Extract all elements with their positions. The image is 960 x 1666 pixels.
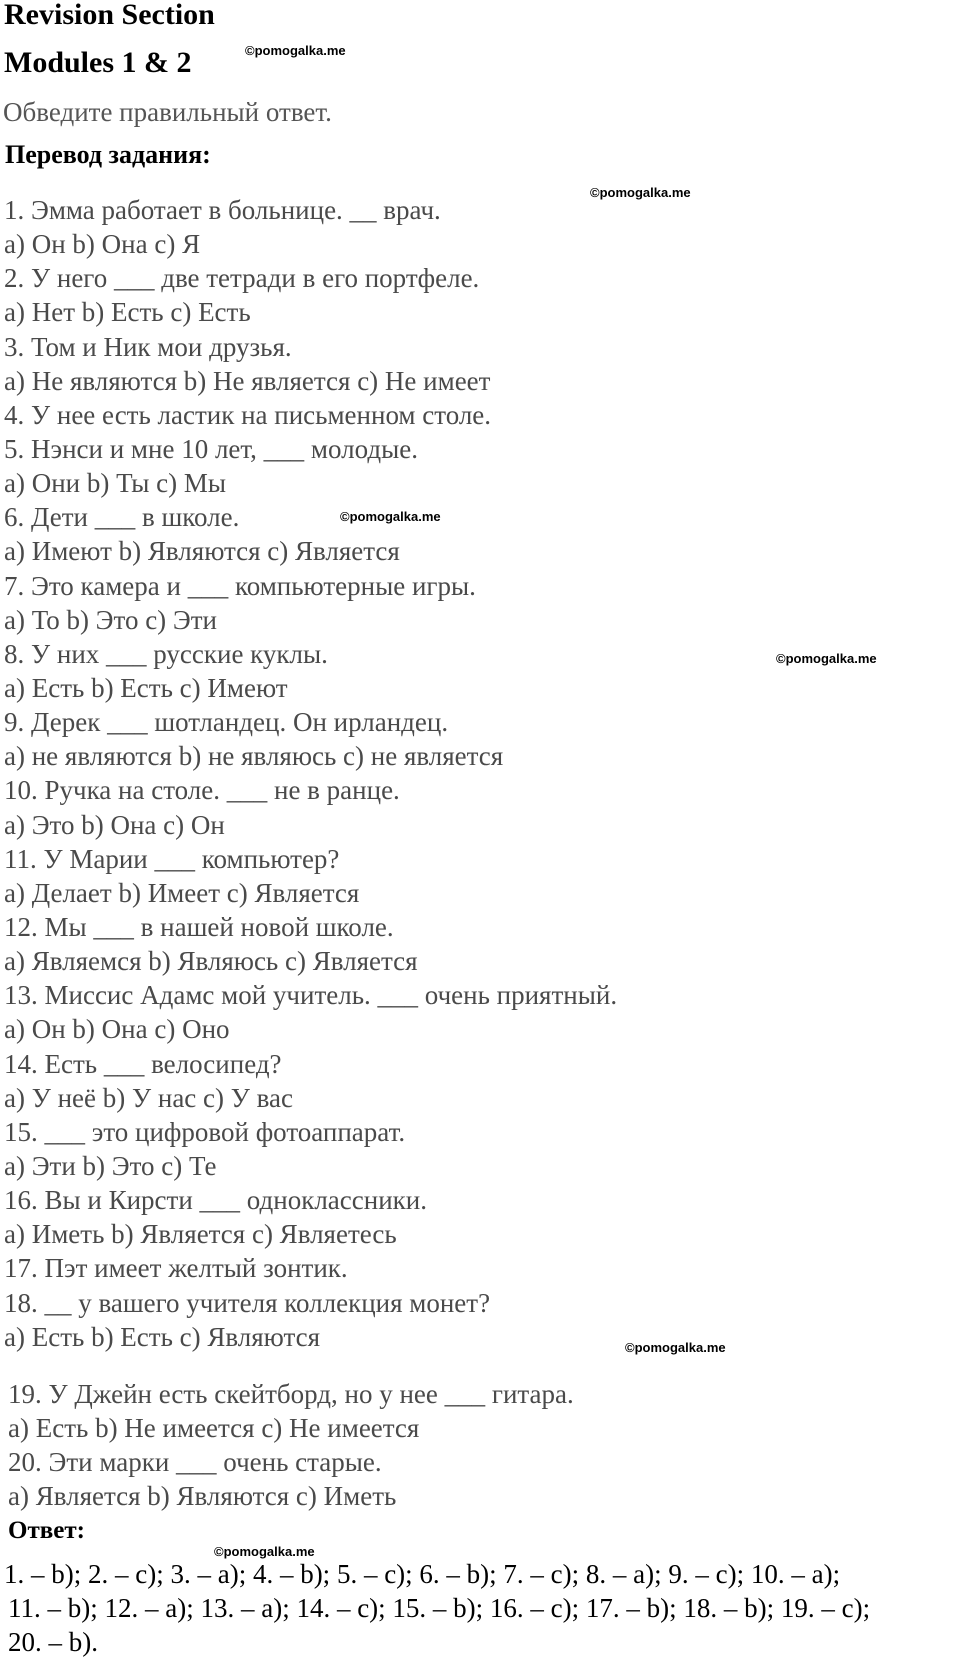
task-line: a) У неё b) У нас c) У вас bbox=[4, 1082, 293, 1113]
task-line: 2. У него ___ две тетради в его портфеле. bbox=[4, 263, 480, 294]
section-title: Revision Section bbox=[4, 0, 215, 31]
task-line: 4. У нее есть ластик на письменном столе. bbox=[4, 399, 492, 430]
watermark: ©pomogalka.me bbox=[625, 1340, 726, 1355]
task-line: a) не являются b) не являюсь c) не является bbox=[4, 741, 504, 772]
task-line: a) Он b) Она c) Я bbox=[4, 229, 201, 260]
answer-line: 20. – b). bbox=[8, 1627, 98, 1657]
task-line: 14. Есть ___ велосипед? bbox=[4, 1048, 282, 1079]
task-line: a) Он b) Она c) Оно bbox=[4, 1014, 230, 1045]
task-line: a) Делает b) Имеет c) Является bbox=[4, 877, 360, 908]
task-line: a) Является b) Являются c) Иметь bbox=[8, 1481, 397, 1512]
answer-line: 11. – b); 12. – a); 13. – a); 14. – c); 15. – b); 16. – c); 17. – b); 18. – b); 19. – c); bbox=[8, 1593, 871, 1623]
task-list bbox=[4, 193, 617, 1354]
task-list-continued bbox=[8, 1377, 574, 1514]
task-line: 16. Вы и Кирсти ___ одноклассники. bbox=[4, 1185, 427, 1216]
translation-heading: Перевод задания: bbox=[5, 140, 211, 169]
task-line: a) Иметь b) Является c) Являетесь bbox=[4, 1219, 397, 1250]
task-instruction: Обведите правильный ответ. bbox=[3, 97, 332, 127]
task-line: 19. У Джейн есть скейтборд, но у нее ___ гитара. bbox=[8, 1379, 574, 1409]
watermark: ©pomogalka.me bbox=[245, 43, 346, 58]
task-line: a) Не являются b) Не является c) Не имеет bbox=[4, 365, 491, 396]
watermark: ©pomogalka.me bbox=[340, 509, 441, 524]
task-line: 13. Миссис Адамс мой учитель. ___ очень приятный. bbox=[4, 980, 618, 1011]
answer-key bbox=[4, 1557, 954, 1659]
watermark: ©pomogalka.me bbox=[590, 185, 691, 200]
task-line: 10. Ручка на столе. ___ не в ранце. bbox=[4, 775, 400, 806]
task-line: a) Есть b) Не имеется c) Не имеется bbox=[8, 1413, 420, 1444]
task-line: a) Есть b) Есть c) Имеют bbox=[4, 672, 288, 703]
task-line: 17. Пэт имеет желтый зонтик. bbox=[4, 1253, 348, 1284]
task-line: 11. У Марии ___ компьютер? bbox=[4, 843, 340, 874]
task-line: a) Они b) Ты c) Мы bbox=[4, 468, 227, 499]
task-line: 9. Дерек ___ шотландец. Он ирландец. bbox=[4, 707, 449, 738]
task-line: 6. Дети ___ в школе. bbox=[4, 502, 240, 533]
task-line: 7. Это камера и ___ компьютерные игры. bbox=[4, 570, 476, 601]
task-line: 18. __ у вашего учителя коллекция монет? bbox=[4, 1287, 491, 1318]
task-line: 5. Нэнси и мне 10 лет, ___ молодые. bbox=[4, 433, 418, 464]
task-line: a) Имеют b) Являются c) Является bbox=[4, 536, 400, 567]
task-line: a) Являемся b) Являюсь c) Является bbox=[4, 946, 418, 977]
task-line: 8. У них ___ русские куклы. bbox=[4, 638, 328, 669]
watermark: ©pomogalka.me bbox=[214, 1544, 315, 1559]
task-line: 1. Эмма работает в больнице. __ врач. bbox=[4, 195, 441, 225]
task-line: a) Эти b) Это c) Те bbox=[4, 1150, 217, 1181]
task-line: 15. ___ это цифровой фотоаппарат. bbox=[4, 1116, 406, 1147]
answer-heading: Ответ: bbox=[8, 1517, 85, 1544]
task-line: a) Нет b) Есть c) Есть bbox=[4, 297, 251, 328]
answer-line: 1. – b); 2. – c); 3. – a); 4. – b); 5. – c); 6. – b); 7. – c); 8. – a); 9. – c); 10. – a); bbox=[4, 1559, 841, 1589]
task-line: 20. Эти марки ___ очень старые. bbox=[8, 1447, 382, 1478]
modules-title: Modules 1 & 2 bbox=[4, 46, 192, 79]
task-line: a) Есть b) Есть c) Являются bbox=[4, 1321, 321, 1352]
task-line: a) Это b) Она c) Он bbox=[4, 809, 225, 840]
watermark: ©pomogalka.me bbox=[776, 651, 877, 666]
task-line: 12. Мы ___ в нашей новой школе. bbox=[4, 911, 394, 942]
task-line: a) То b) Это c) Эти bbox=[4, 604, 217, 635]
task-line: 3. Том и Ник мои друзья. bbox=[4, 331, 292, 362]
